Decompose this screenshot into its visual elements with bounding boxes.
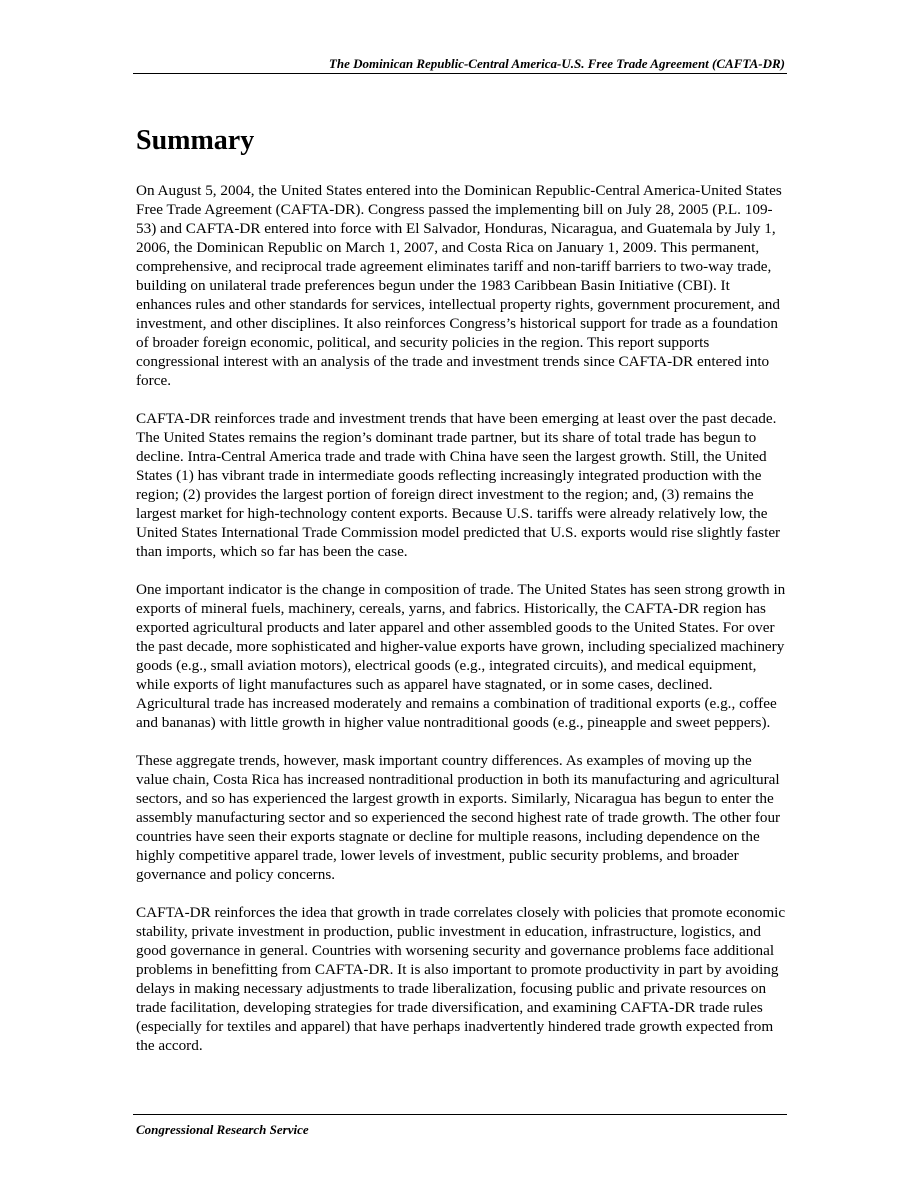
summary-paragraph: These aggregate trends, however, mask important country differences. As examples of moving up the value chain, Costa Rica has increased nontraditional production in both its manufacturing and agricultural sectors, and so has experienced the largest growth in exports. Similarly, Nicaragua has begun to enter the assembly manufacturing sector and so experienced the second highest rate of trade growth. The other four countries have seen their exports stagnate or decline for multiple reasons, including dependence on the highly competitive apparel trade, lower levels of investment, public security problems, and broader governance and policy concerns.	[136, 752, 781, 883]
summary-paragraph: One important indicator is the change in composition of trade. The United States has seen strong growth in exports of mineral fuels, machinery, cereals, yarns, and fabrics. Historically, the CAFTA-DR region has exported agricultural products and later apparel and other assembled goods to the United States. For over the past decade, more sophisticated and higher-value exports have grown, including specialized machinery goods (e.g., small aviation motors), electrical goods (e.g., integrated circuits), and medical equipment, while exports of light manufactures such as apparel have stagnated, or in some cases, declined. Agricultural trade has increased moderately and remains a combination of traditional exports (e.g., coffee and bananas) with little growth in higher value nontraditional goods (e.g., pineapple and sweet peppers).	[136, 581, 786, 731]
page-footer	[133, 1114, 787, 1137]
summary-paragraph: On August 5, 2004, the United States entered into the Dominican Republic-Central America-United States Free Trade Agreement (CAFTA-DR). Congress passed the implementing bill on July 28, 2005 (P.L. 109-53) and CAFTA-DR entered into force with El Salvador, Honduras, Nicaragua, and Guatemala by July 1, 2006, the Dominican Republic on March 1, 2007, and Costa Rica on January 1, 2009. This permanent, comprehensive, and reciprocal trade agreement eliminates tariff and non-tariff barriers to two-way trade, building on unilateral trade preferences begun under the 1983 Caribbean Basin Initiative (CBI). It enhances rules and other standards for services, intellectual property rights, government procurement, and investment, and other disciplines. It also reinforces Congress’s historical support for trade as a foundation of broader foreign economic, political, and security policies in the region. This report supports congressional interest with an analysis of the trade and investment trends since CAFTA-DR entered into force.	[136, 182, 782, 389]
page-header	[133, 54, 787, 74]
footer-publisher: Congressional Research Service	[136, 1122, 309, 1137]
running-header-title: The Dominican Republic-Central America-U.S. Free Trade Agreement (CAFTA-DR)	[328, 56, 785, 71]
summary-paragraph: CAFTA-DR reinforces trade and investment trends that have been emerging at least over the past decade. The United States remains the region’s dominant trade partner, but its share of total trade has begun to decline. Intra-Central America trade and trade with China have seen the largest growth. Still, the United States (1) has vibrant trade in intermediate goods reflecting increasingly integrated production with the region; (2) provides the largest portion of foreign direct investment to the region; and, (3) remains the largest market for high-technology content exports. Because U.S. tariffs were already relatively low, the United States International Trade Commission model predicted that U.S. exports would rise slightly faster than imports, which so far has been the case.	[136, 410, 781, 560]
summary-section	[136, 124, 788, 1074]
summary-paragraph: CAFTA-DR reinforces the idea that growth in trade correlates closely with policies that promote economic stability, private investment in production, public investment in education, infrastructure, logistics, and good governance in general. Countries with worsening security and governance problems face additional problems in benefitting from CAFTA-DR. It is also important to promote productivity in part by avoiding delays in making necessary adjustments to trade liberalization, focusing public and private resources on trade facilitation, developing strategies for trade diversification, and examining CAFTA-DR trade rules (especially for textiles and apparel) that have perhaps inadvertently hindered trade growth expected from the accord.	[136, 904, 786, 1054]
summary-heading: Summary	[136, 125, 255, 156]
